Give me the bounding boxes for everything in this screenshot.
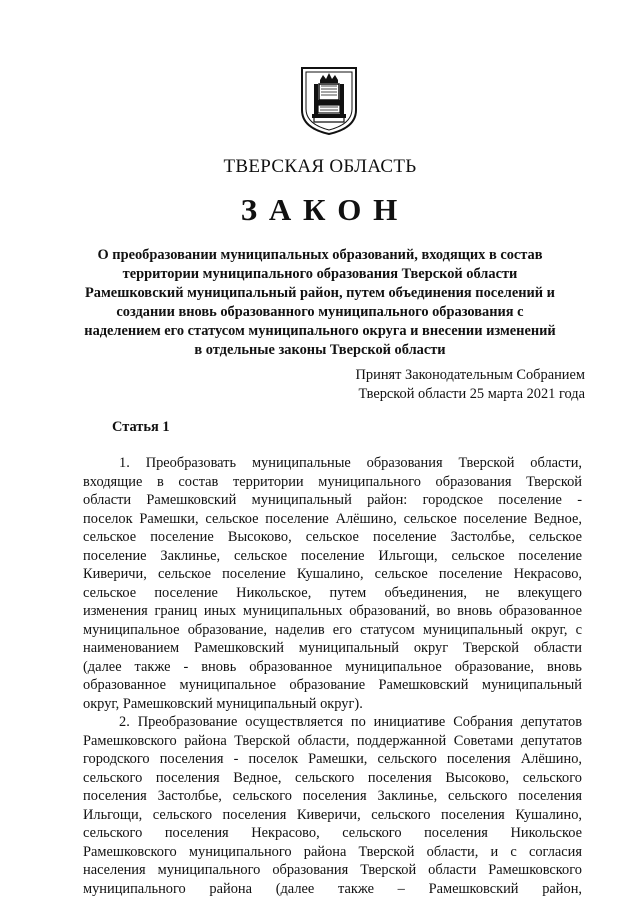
paragraph-2-line: поселения Застолбье, сельского поселения Заклинье, сельского поселения <box>83 788 582 804</box>
paragraph-2-line: сельского поселения Некрасово, сельского поселения Никольское <box>83 825 582 841</box>
subtitle-line: наделением его статусом муниципального округа и внесении изменений <box>84 323 556 339</box>
subtitle-line: Рамешковский муниципальный район, путем объединения поселений и <box>85 285 555 301</box>
paragraph-2-line: Рамешковского района Тверской области, поддержанной Советами депутатов <box>83 732 582 749</box>
article-body <box>83 454 582 898</box>
paragraph-2-line: населения муниципального образования Тверской области Рамешковского <box>83 862 582 878</box>
paragraph-1-line: Киверичи, сельское поселение Кушалино, сельское поселение Некрасово, <box>83 566 582 582</box>
paragraph-2-line: городского поселения - поселок Рамешки, сельского поселения Алёшино, <box>83 751 582 767</box>
paragraph-1-line: сельское поселение Высоково, сельское поселение Застолбье, сельское <box>83 529 582 545</box>
paragraph-1-line: наименованием Рамешковский муниципальный округ Тверской области <box>83 640 582 656</box>
paragraph-2-line: муниципального района (далее также – Рамешковский район, <box>83 880 582 897</box>
paragraph-1-line: поселок Рамешки, сельское поселение Алёшино, сельское поселение Ведное, <box>83 510 582 527</box>
paragraph-1-line: муниципальное образование, наделив его статусом муниципальный округ, с <box>83 621 582 638</box>
adoption-line-1: Принят Законодательным Собранием <box>355 367 585 383</box>
paragraph-2-line: сельского поселения Ведное, сельского поселения Высоково, сельского <box>83 769 582 786</box>
paragraph-1-line: 1. Преобразовать муниципальные образования Тверской области, <box>119 455 582 471</box>
paragraph-1-line: изменения границ иных муниципальных образований, во вновь образованное <box>83 603 582 619</box>
paragraph-2-line: Рамешковского муниципального района Тверской области, и с согласия <box>83 843 582 860</box>
adoption-line-2: Тверской области 25 марта 2021 года <box>358 386 585 402</box>
paragraph-2-line: Ильгощи, сельского поселения Киверичи, сельского поселения Кушалино, <box>83 806 582 823</box>
subtitle-line: территории муниципального образования Тверской области <box>122 266 518 282</box>
paragraph-1-line: области Рамешковский муниципальный район: городское поселение - <box>83 492 582 508</box>
article-heading: Статья 1 <box>112 419 170 435</box>
region-name: ТВЕРСКАЯ ОБЛАСТЬ <box>223 156 417 177</box>
subtitle-line: создании вновь образованного муниципального образования с <box>116 304 524 320</box>
paragraph-1-line: образованное муниципальное образование Рамешковский муниципальный <box>83 677 582 693</box>
tver-coat-of-arms-icon <box>300 66 358 136</box>
subtitle-line: в отдельные законы Тверской области <box>194 342 446 358</box>
paragraph-1-line: (далее также - вновь образованное муниципальное образование, вновь <box>83 658 582 675</box>
paragraph-1-line: поселение Заклинье, сельское поселение Ильгощи, сельское поселение <box>83 547 582 564</box>
subtitle-line: О преобразовании муниципальных образований, входящих в состав <box>97 247 543 263</box>
paragraph-1-line: входящие в состав территории муниципального образования Тверской <box>83 473 582 490</box>
paragraph-2-line: 2. Преобразование осуществляется по инициативе Собрания депутатов <box>119 714 582 730</box>
paragraph-1-line: округ, Рамешковский муниципальный округ). <box>83 695 363 712</box>
paragraph-1-line: сельское поселение Никольское, путем объединения, не влекущего <box>83 584 582 601</box>
adoption-note <box>356 366 585 404</box>
law-subtitle <box>80 246 560 360</box>
law-title: З А К О Н <box>240 192 400 227</box>
